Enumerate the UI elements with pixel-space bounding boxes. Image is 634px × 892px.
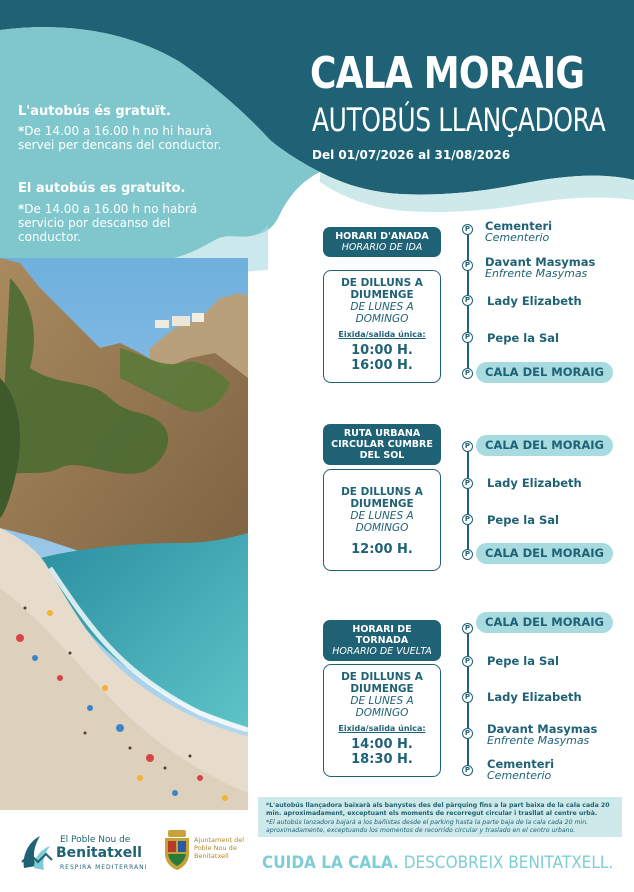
town-hall-crest-icon <box>163 830 191 870</box>
ida-days-es: DE LUNES A DOMINGO <box>350 301 414 325</box>
urbana-schedule <box>323 469 441 571</box>
benitatxell-logo-icon <box>20 832 54 872</box>
bus-stop-icon: P <box>462 656 473 667</box>
beach-illustration <box>0 258 248 810</box>
bus-stop-icon: P <box>462 332 473 343</box>
asterisk: * <box>18 124 25 138</box>
ida-stop-2-alt: Enfrente Masymas <box>485 267 588 280</box>
urbana-stop-3-name: Pepe la Sal <box>487 513 559 527</box>
tornada-stop-4-name: Davant Masymas <box>487 722 598 736</box>
bus-stop-icon: P <box>462 441 473 452</box>
tornada-days-val: DE DILLUNS A DIUMENGE <box>341 671 423 695</box>
urbana-time-1: 12:00 H. <box>351 542 413 557</box>
slogan-part-1: CUIDA LA CALA. <box>262 853 399 873</box>
tornada-stop-4-alt: Enfrente Masymas <box>487 734 590 747</box>
tornada-time-1: 14:00 H. <box>351 737 413 752</box>
free-bus-note-es <box>18 202 233 244</box>
ida-stop-1-alt: Cementerio <box>485 231 550 244</box>
logo-town-name: Benitatxell <box>56 845 142 861</box>
ida-header-val: HORARI D'ANADA <box>335 231 429 242</box>
urbana-days-val: DE DILLUNS A DIUMENGE <box>341 486 423 510</box>
footnote-val: *L'autobús llançadora baixarà als banystes des del pàrquing fins a la part baixa de la cala cada 20 min. aproximadament, exceptuant els moments de recorregut circular i trasllat al centre urbà. <box>266 802 610 817</box>
bus-stop-icon: P <box>462 368 473 379</box>
bus-stop-icon: P <box>462 260 473 271</box>
logo-town-prefix: El Poble Nou de <box>60 835 131 845</box>
ida-header <box>323 227 441 257</box>
beach-photo <box>0 258 248 810</box>
slogan <box>262 853 613 873</box>
town-hall-name: Ajuntament del Poble Nou de Benitatxell <box>194 836 245 860</box>
tornada-stop-5-name: Cementeri <box>487 757 555 771</box>
urbana-stop-1-name: CALA DEL MORAIG <box>476 435 613 456</box>
bus-stop-icon: P <box>462 514 473 525</box>
ida-days-val: DE DILLUNS A DIUMENGE <box>341 277 423 301</box>
tornada-salida-label: Eixida/salida única: <box>338 724 426 733</box>
free-bus-title-es: El autobús es gratuito. <box>18 181 186 196</box>
free-bus-title-val: L'autobús és gratuït. <box>18 104 171 119</box>
bus-stop-icon: P <box>462 623 473 634</box>
logo-tagline: RESPIRA MEDITERRANI <box>60 864 148 871</box>
page-title: CALA MORAIG <box>310 48 585 99</box>
ida-stop-5-name: CALA DEL MORAIG <box>476 362 613 383</box>
bus-stop-icon: P <box>462 728 473 739</box>
date-range: Del 01/07/2026 al 31/08/2026 <box>312 148 511 162</box>
tornada-days-es: DE LUNES A DOMINGO <box>350 695 414 719</box>
ida-stop-4-name: Pepe la Sal <box>487 331 559 345</box>
urbana-days-es: DE LUNES A DOMINGO <box>350 510 414 534</box>
tornada-stop-3-name: Lady Elizabeth <box>487 690 582 704</box>
ida-stop-1-name: Cementeri <box>485 219 553 233</box>
free-bus-note-val-text: De 14.00 a 16.00 h no hi haurà servei per dencans del conductor. <box>18 124 222 152</box>
tornada-stop-2-name: Pepe la Sal <box>487 654 559 668</box>
ida-stop-2-name: Davant Masymas <box>485 255 596 269</box>
footnote-es: *El autobús lanzadora bajará a los bañistas desde el parking hasta la parte baja de la cala cada 20 min. aproximadamente, exceptuando los momentos de recorrido circular y traslado en el centro urbano. <box>266 819 589 834</box>
tornada-schedule <box>323 664 441 777</box>
tornada-header <box>323 620 441 661</box>
bus-stop-icon: P <box>462 224 473 235</box>
ida-time-1: 10:00 H. <box>351 343 413 358</box>
tornada-stop-1-name: CALA DEL MORAIG <box>476 612 613 633</box>
bus-stop-icon: P <box>462 765 473 776</box>
urbana-header-text: RUTA URBANA CIRCULAR CUMBRE DEL SOL <box>331 428 433 461</box>
tornada-stop-5-alt: Cementerio <box>487 769 552 782</box>
page-subtitle: AUTOBÚS LLANÇADORA <box>312 101 606 139</box>
tornada-time-2: 18:30 H. <box>351 752 413 767</box>
asterisk: * <box>18 202 25 216</box>
free-bus-note-es-text: De 14.00 a 16.00 h no habrá servicio por descanso del conductor. <box>18 202 198 244</box>
bus-stop-icon: P <box>462 295 473 306</box>
urbana-stop-4-name: CALA DEL MORAIG <box>476 543 613 564</box>
bus-stop-icon: P <box>462 478 473 489</box>
tornada-header-es: HORARIO DE VUELTA <box>332 646 432 657</box>
bus-stop-icon: P <box>462 692 473 703</box>
urbana-stop-2-name: Lady Elizabeth <box>487 476 582 490</box>
slogan-part-2: DESCOBREIX BENITATXELL. <box>403 853 614 873</box>
ida-time-2: 16:00 H. <box>351 358 413 373</box>
ida-stop-3-name: Lady Elizabeth <box>487 294 582 308</box>
footnote-band <box>258 797 622 837</box>
ida-schedule <box>323 270 441 383</box>
urbana-header <box>323 424 441 465</box>
free-bus-note-val <box>18 124 233 152</box>
ida-salida-label: Eixida/salida única: <box>338 330 426 339</box>
urbana-route-line <box>467 446 469 556</box>
bus-stop-icon: P <box>462 549 473 560</box>
ida-header-es: HORARIO DE IDA <box>341 242 423 253</box>
tornada-header-val: HORARI DE TORNADA <box>352 624 412 646</box>
